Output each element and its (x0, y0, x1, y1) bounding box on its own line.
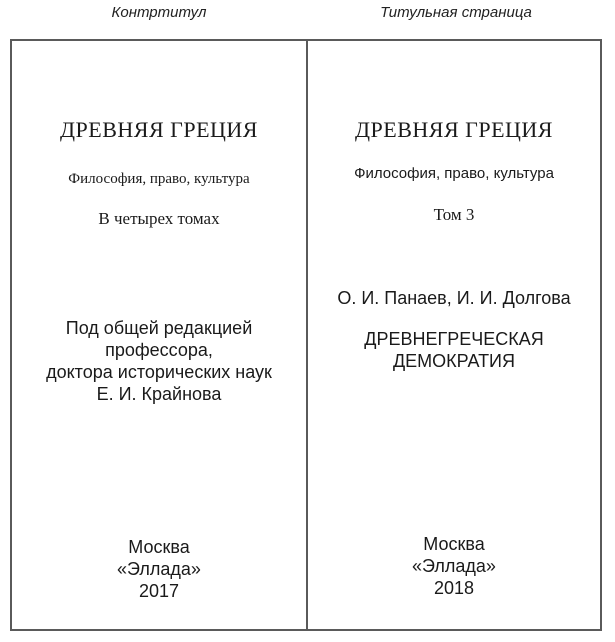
book-title-line: ДЕМОКРАТИЯ (392, 351, 515, 371)
title-page-caption: Титульная страница (380, 4, 532, 21)
book-title-line: ДРЕВНЕГРЕЧЕСКАЯ (364, 329, 544, 349)
imprint-block (308, 533, 600, 599)
editor-line: доктора исторических наук (46, 362, 272, 382)
title-page (308, 41, 600, 629)
volume-number: Том 3 (433, 205, 475, 224)
counter-title-page (12, 41, 306, 629)
editor-block (12, 317, 306, 405)
editor-line: профессора, (105, 340, 213, 360)
series-title: ДРЕВНЯЯ ГРЕЦИЯ (60, 117, 258, 142)
series-title: ДРЕВНЯЯ ГРЕЦИЯ (355, 117, 553, 142)
book-title (308, 328, 600, 372)
editor-line: Е. И. Крайнова (96, 384, 222, 404)
imprint-publisher: «Эллада» (117, 559, 201, 579)
volumes-note: В четырех томах (98, 209, 220, 228)
imprint-block (12, 536, 306, 602)
editor-line: Под общей редакцией (65, 318, 253, 338)
imprint-city: Москва (423, 534, 485, 554)
authors: О. И. Панаев, И. И. Долгова (337, 288, 571, 308)
imprint-city: Москва (128, 537, 190, 557)
counter-title-caption: Контртитул (111, 4, 207, 21)
imprint-year: 2018 (433, 578, 475, 598)
imprint-year: 2017 (138, 581, 180, 601)
series-subtitle: Философия, право, культура (68, 171, 250, 187)
series-subtitle: Философия, право, культура (354, 165, 554, 182)
imprint-publisher: «Эллада» (412, 556, 496, 576)
